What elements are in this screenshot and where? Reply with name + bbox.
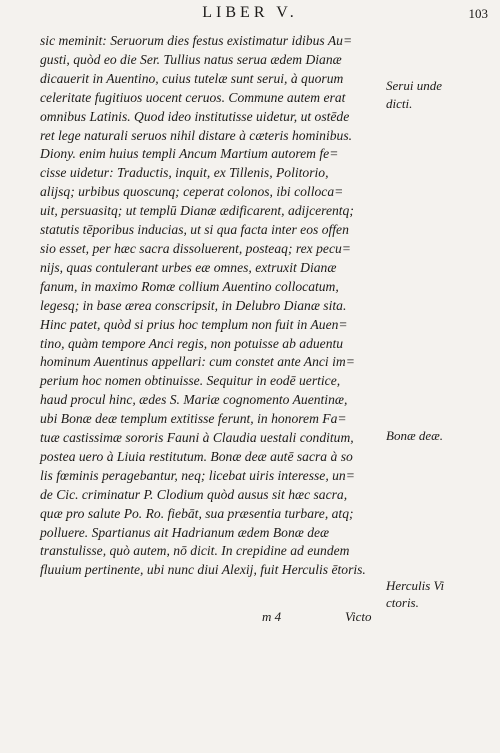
- text-line: ubi Bonæ deæ templum extitisse ferunt, in honorem Fa=: [40, 411, 347, 427]
- text-line: tino, quàm tempore Anci regis, non potuisse ab aduentu: [40, 335, 344, 351]
- text-line: Hinc patet, quòd si prius hoc templum non fuit in Auen=: [40, 316, 348, 332]
- folio-number: 103: [468, 6, 488, 21]
- page-header: [0, 4, 500, 26]
- text-line: legesq; in base ærea conscripsit, in Delubro Dianæ sita.: [40, 297, 347, 313]
- text-line: haud procul hinc, ædes S. Mariæ cognomento Auentinæ,: [40, 392, 348, 408]
- text-line: postea uero à Liuia restitutum. Bonæ deæ autē sacra à so: [40, 448, 353, 464]
- marginal-note: Bonæ deæ.: [386, 428, 444, 443]
- text-line: quæ pro salute Po. Ro. fiebāt, sua præsentia turbare, atq;: [40, 505, 354, 521]
- catchword: Victo: [345, 609, 372, 624]
- text-line: hominum Auentinus appellari: cum constet ante Anci im=: [40, 354, 355, 370]
- text-line: fluuium pertinente, ubi nunc diui Alexij, fuit Herculis ētoris.: [40, 562, 366, 578]
- text-line: de Cic. criminatur P. Clodium quòd ausus sit hæc sacra,: [40, 486, 348, 502]
- text-line: ret lege naturali seruos nihil distare à cæteris hominibus.: [40, 127, 353, 143]
- marginal-note: dicti.: [386, 96, 413, 111]
- text-line: cisse uidetur: Traductis, inquit, ex Tillenis, Politorio,: [40, 165, 329, 181]
- text-line: transtulisse, quò autem, nō dicit. In crepidine ad eundem: [40, 543, 350, 559]
- marginal-note: Herculis Vi: [386, 578, 445, 593]
- text-line: statutis tēporibus inducias, ut si qua facta inter eos offen: [40, 222, 349, 238]
- text-line: fanum, in maximo Romæ collium Auentino collocatum,: [40, 278, 339, 294]
- text-line: sio esset, per hæc sacra dissoluerent, posteaq; rex pecu=: [40, 240, 351, 256]
- text-line: uit, persuasitq; ut templū Dianæ ædificarent, adijcerentq;: [40, 203, 354, 219]
- signature-mark: m 4: [262, 609, 282, 624]
- marginal-note: ctoris.: [386, 595, 419, 610]
- text-line: alijsq; urbibus quoscunq; ceperat colonos, ibi colloca=: [40, 184, 344, 200]
- text-line: nijs, quas contulerant urbes eæ omnes, extruxit Dianæ: [40, 259, 337, 275]
- text-line: gusti, quòd eo die Ser. Tullius natus serua ædem Dianæ: [40, 51, 342, 67]
- marginal-note: Serui unde: [386, 78, 442, 93]
- text-line: tuæ castissimæ sororis Fauni à Claudia uestali conditum,: [40, 430, 354, 446]
- text-line: dicauerit in Auentino, cuius tutelæ sunt serui, à quorum: [40, 70, 344, 86]
- text-line: sic meminit: Seruorum dies festus existimatur idibus Au=: [40, 33, 353, 48]
- text-line: perium hoc nomen obtinuisse. Sequitur in eodē uertice,: [40, 373, 341, 389]
- text-line: polluere. Spartianus ait Hadrianum ædem Bonæ deæ: [40, 524, 330, 540]
- text-line: Diony. enim huius templi Ancum Martium autorem fe=: [40, 146, 339, 162]
- text-line: lis fœminis peragebantur, neq; licebat uiris interesse, un=: [40, 467, 355, 483]
- text-line: omnibus Latinis. Quod ideo institutisse uidetur, ut ostēde: [40, 108, 350, 124]
- running-title: LIBER V.: [202, 4, 298, 21]
- main-text-block: [40, 32, 390, 580]
- text-line: celeritate fugitiuos uocent ceruos. Commune autem erat: [40, 89, 346, 105]
- page-footer: [0, 609, 500, 629]
